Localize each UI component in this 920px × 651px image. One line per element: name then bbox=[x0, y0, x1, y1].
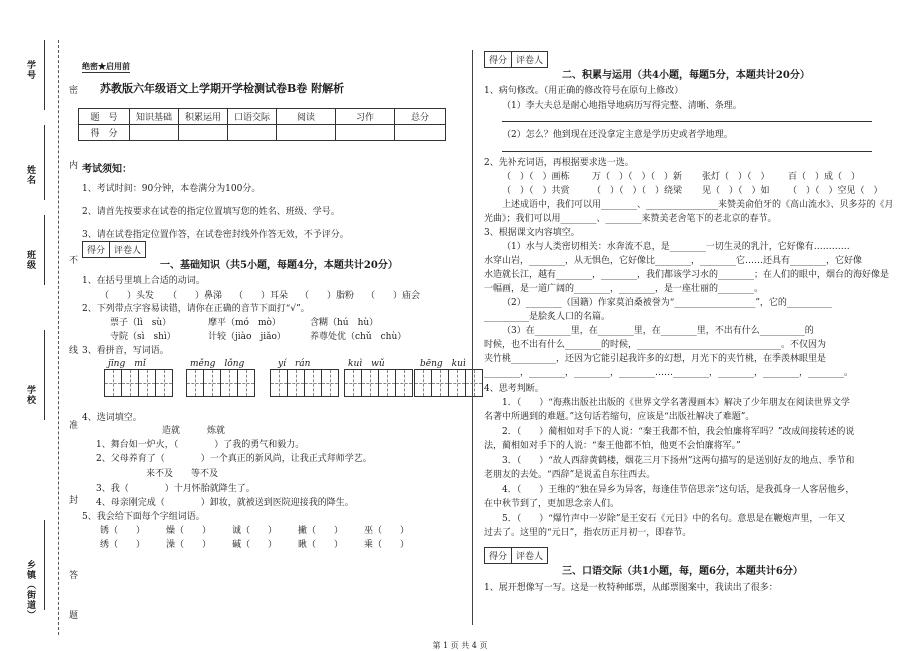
tianzige-grid[interactable] bbox=[344, 369, 412, 395]
seal-xian: 线 bbox=[67, 345, 77, 355]
idiom: （ ）（ ）画栋 bbox=[502, 172, 570, 182]
answer-item: （ ）脂粉 bbox=[300, 291, 355, 301]
idiom: （ ）（ ）空见（ ） bbox=[788, 186, 883, 196]
scorer-box bbox=[484, 547, 548, 564]
answer-item: 摩平（mó mò） bbox=[208, 318, 281, 328]
label-xuexiao: 学校 bbox=[25, 385, 35, 405]
pinyin: jīng mǐ bbox=[108, 359, 146, 369]
idiom: 见（ ）（ ）如 bbox=[702, 186, 770, 196]
notice-item: 2、请首先按要求在试卷的指定位置填写您的姓名、班级、学号。 bbox=[82, 207, 340, 217]
seal-nei: 内 bbox=[67, 160, 77, 170]
section1-title: 一、基础知识（共5小题，每题4分，本题共计20分） bbox=[160, 260, 398, 271]
scorer-box bbox=[484, 51, 548, 68]
question: 3、根据课文内容填空。 bbox=[484, 228, 580, 238]
score-cell: 得 分 bbox=[79, 125, 130, 141]
scorer-defen: 得分 bbox=[485, 52, 512, 67]
score-value-row bbox=[79, 125, 446, 141]
sentence: 上述成语中，我们可以用________、________________来赞美俞伯牙的《高山流水》、贝多芬的《月 bbox=[502, 200, 894, 210]
score-input-cell[interactable] bbox=[179, 125, 228, 141]
question: 3、看拼音，写词语。 bbox=[82, 346, 169, 356]
sentence: 老朋友的去处。“西辞”是说孟自东往西去。 bbox=[484, 470, 656, 480]
score-input-cell[interactable] bbox=[228, 125, 277, 141]
question: 1、展开想像写一写。这是一枚特种邮票，从邮票图案中，我读出了很多： bbox=[484, 583, 778, 593]
idiom: （ ）（ ）（ ）绕梁 bbox=[592, 186, 683, 196]
idiom: （ ）（ ）共赏 bbox=[502, 186, 570, 196]
sentence: 过去了。这里的“元日”，指农历正月初一，即春节。 bbox=[484, 528, 692, 538]
idiom: 百（ ）成（ ） bbox=[788, 172, 861, 182]
sentence: （2）________（国籍）作家莫泊桑被誉为“__________________”，它的__________ bbox=[502, 298, 832, 308]
sentence: 1．（ ）“海燕出版社出版的《世界文学名著漫画本》解决了少年朋友在阅读世界文学 bbox=[502, 398, 850, 408]
answer-item: （ ）庙会 bbox=[366, 291, 421, 301]
sentence: 5．（ ）“爆竹声中一岁除”是王安石《元日》中的名句。意思是在鞭炮声里，一年又 bbox=[502, 514, 846, 524]
section2-title: 二、积累与运用（共4小题，每题5分，本题共计20分） bbox=[562, 70, 810, 81]
score-input-cell[interactable] bbox=[277, 125, 336, 141]
score-cell: 习作 bbox=[336, 109, 395, 125]
answer-item: 巫（ ） bbox=[364, 526, 410, 536]
score-cell: 阅读 bbox=[277, 109, 336, 125]
sentence: 3、我（ ）十月怀胎就降生了。 bbox=[96, 484, 255, 494]
question: 4、思考判断。 bbox=[484, 384, 544, 394]
score-cell: 积累运用 bbox=[179, 109, 228, 125]
answer-item: 养尊处优（chǔ chù） bbox=[310, 332, 407, 342]
scorer-defen: 得分 bbox=[83, 242, 110, 257]
scorer-pingjuanren: 评卷人 bbox=[114, 246, 142, 256]
answer-line[interactable] bbox=[502, 151, 872, 152]
sentence: ________，________，________，________……________，________，________，________。 bbox=[484, 368, 854, 378]
question: 1、在括号里填上合适的动词。 bbox=[82, 276, 205, 286]
sentence: 水造就长江，越有________，________，我们都该学习水的________；在人们的眼中，烟台的海好像是 bbox=[484, 270, 890, 280]
scorer-defen: 得分 bbox=[485, 548, 512, 563]
score-cell: 口语交际 bbox=[228, 109, 277, 125]
scorer-pingjuanren: 评卷人 bbox=[516, 56, 544, 66]
score-input-cell[interactable] bbox=[395, 125, 446, 141]
sentence: 夹竹桃__________，还因为它能引起我许多的幻想，月光下的夹竹桃，在季羡林眼里是 bbox=[484, 354, 827, 364]
sentence: （1）李大夫总是耐心地指导地病历写得完整、清晰、条理。 bbox=[502, 101, 742, 111]
score-input-cell[interactable] bbox=[336, 125, 395, 141]
word-choices: 来不及 等不及 bbox=[146, 469, 219, 479]
score-cell: 知识基础 bbox=[130, 109, 179, 125]
answer-item: 乘（ ） bbox=[364, 540, 410, 550]
notice-heading: 考试须知： bbox=[82, 164, 132, 175]
question: 1、病句修改。（用正确的修改符号在原句上修改） bbox=[484, 86, 684, 96]
idiom: 万（ ）（ ）（ ）新 bbox=[592, 172, 683, 182]
sentence: 光曲》；我们可以用________、________来赞美老舍笔下的老北京的春节。 bbox=[484, 214, 777, 224]
seal-zhun: 准 bbox=[67, 420, 77, 430]
sentence: 2．（ ）蔺相如对手下的人说：“秦王我都不怕，我会怕廉将军吗？”改成间接转述的说 bbox=[502, 427, 855, 437]
label-xingming: 姓名 bbox=[25, 165, 35, 185]
sentence: 时候，也不出有什么________的时候，________________________________。不仅因为 bbox=[484, 340, 827, 350]
label-banji: 班级 bbox=[25, 250, 35, 270]
answer-item: 锈（ ） bbox=[100, 526, 146, 536]
tianzige-grid[interactable] bbox=[186, 369, 254, 395]
column-divider bbox=[472, 50, 473, 625]
sentence: 3．（ ）“故人西辞黄鹤楼，烟花三月下扬州”这两句描写的是送别好友的地点、季节和 bbox=[502, 456, 855, 466]
answer-item: 绣（ ） bbox=[100, 540, 146, 550]
pinyin: kuì wǔ bbox=[348, 359, 385, 369]
answer-item: 瞅（ ） bbox=[298, 540, 344, 550]
seal-da: 答 bbox=[67, 570, 77, 580]
secret-label: 绝密★启用前 bbox=[82, 61, 130, 71]
answer-item: 撇（ ） bbox=[298, 526, 344, 536]
sentence: （1）水与人类密切相关：水奔流不息，是________一切生灵的乳汁，它好像有………… bbox=[502, 242, 850, 252]
idiom: 张灯（ ）（ ） bbox=[702, 172, 770, 182]
score-cell: 题 号 bbox=[79, 109, 130, 125]
question: 2、先补充词语，再根据要求选一选。 bbox=[484, 158, 634, 168]
sentence: （3）在________里，在________里，在________里，不出有什么__________的 bbox=[502, 326, 814, 336]
sentence: 名著中所遇到的难题。”这句话若缩句，应该是“出版社解决了难题”。 bbox=[484, 412, 755, 422]
page-footer: 第 1 页 共 4 页 bbox=[432, 641, 488, 650]
pinyin: měng lǒng bbox=[190, 359, 245, 369]
answer-item: （ ）鼻涕 bbox=[168, 291, 223, 301]
answer-item: 含糊（hú hù） bbox=[310, 318, 379, 328]
notice-item: 3、请在试卷指定位置作答，在试卷密封线外作答无效，不予评分。 bbox=[82, 230, 349, 240]
answer-item: 寺院（sì shì） bbox=[110, 332, 176, 342]
seal-bu: 不 bbox=[67, 255, 77, 265]
pinyin: bēng kuì bbox=[420, 359, 466, 369]
answer-item: （ ）头发 bbox=[100, 291, 155, 301]
answer-item: 燥（ ） bbox=[166, 526, 212, 536]
label-xuehao: 学号 bbox=[25, 60, 35, 80]
answer-item: 诚（ ） bbox=[232, 526, 278, 536]
question: 4、选词填空。 bbox=[82, 413, 142, 423]
pinyin: yí rán bbox=[278, 359, 311, 369]
score-header-row bbox=[79, 109, 446, 125]
sentence: 在中秋节到了，更加思念亲人们。 bbox=[484, 499, 620, 509]
sentence: 4．（ ）王维的“独在异乡为异客，每逢佳节倍思亲”这句话，是我孤身一人客居他乡， bbox=[502, 485, 855, 495]
scorer-box bbox=[82, 241, 146, 258]
seal-mi: 密 bbox=[67, 85, 77, 95]
sentence: 一幅画，是一道广阔的________，________，是一座壮丽的________。 bbox=[484, 284, 764, 294]
seal-ti: 题 bbox=[67, 610, 77, 620]
tianzige-grid[interactable] bbox=[270, 369, 338, 395]
answer-item: 计较（jiào jiǎo） bbox=[208, 332, 286, 342]
answer-item: 碱（ ） bbox=[232, 540, 278, 550]
score-input-cell[interactable] bbox=[130, 125, 179, 141]
sentence: __________是脍炙人口的名篇。 bbox=[484, 312, 611, 322]
section3-title: 三、口语交际（共1小题，每，题6分，本题共计6分） bbox=[562, 566, 803, 577]
word-choices: 造就 炼就 bbox=[162, 426, 226, 436]
notice-item: 1、考试时间：90分钟，本卷满分为100分。 bbox=[82, 184, 261, 194]
label-xiangzhen: 乡镇（街道） bbox=[25, 560, 35, 620]
answer-item: 澡（ ） bbox=[166, 540, 212, 550]
seal-feng: 封 bbox=[67, 495, 77, 505]
sentence: （2）怎么？他到现在还没拿定主意是学历史或者学地理。 bbox=[502, 130, 733, 140]
sentence: 1、舞台如一炉火，（ ）了我的勇气和毅力。 bbox=[96, 440, 305, 450]
question: 5、我会给下面每个字组词语。 bbox=[82, 512, 205, 522]
sentence: 4、母亲刚完成（ ）卸妆，就被送到医院迎接我的降生。 bbox=[96, 498, 354, 508]
sentence: 水穿山岩，________，从无惧色，它好像比________，________它……还具有________，它好像 bbox=[484, 256, 863, 266]
score-cell: 总分 bbox=[395, 109, 446, 125]
answer-item: （ ）耳朵 bbox=[234, 291, 289, 301]
scorer-pingjuanren: 评卷人 bbox=[516, 552, 544, 562]
answer-item: 票子（lì sù） bbox=[110, 318, 172, 328]
question: 2、下列带点字容易读错，请你在正确的音节下面打“√”。 bbox=[82, 304, 310, 314]
sentence: 法，蔺相如对手下的人说：“秦王他都不怕，他更不会怕廉将军。” bbox=[484, 441, 741, 451]
sentence: 2、父母养育了（ ）一个真正的新风尚，让我正式拜师学艺。 bbox=[96, 454, 372, 464]
answer-line[interactable] bbox=[502, 121, 872, 122]
page-title: 苏教版六年级语文上学期开学检测试卷B卷 附解析 bbox=[100, 82, 345, 95]
tianzige-grid[interactable] bbox=[104, 369, 172, 395]
score-table bbox=[78, 108, 446, 141]
